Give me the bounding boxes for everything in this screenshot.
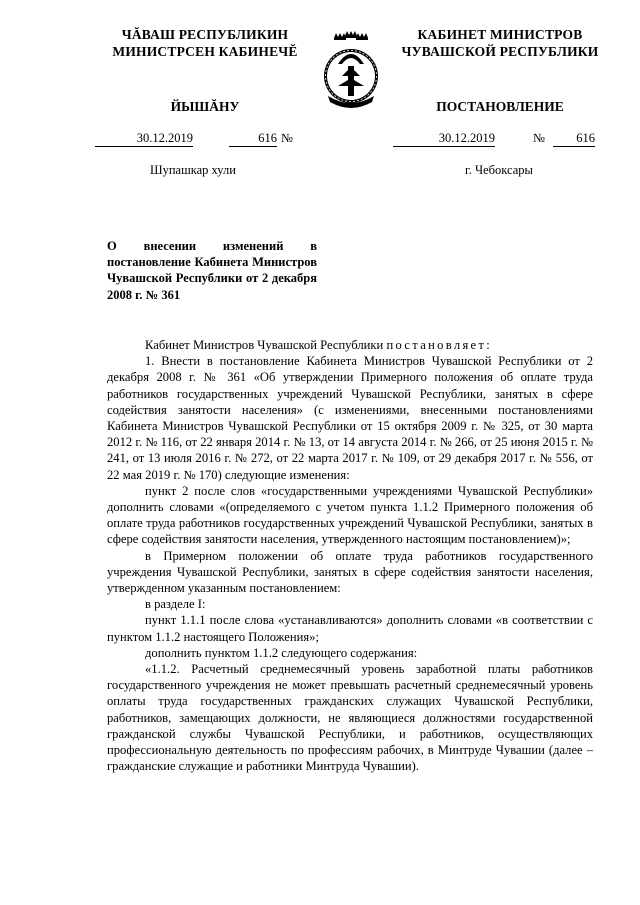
paragraph-7: «1.1.2. Расчетный среднемесячный уровень заработной платы работников государственного учреждения не может превышать расчетный среднемесячный уровень оплаты труда государственных гражданских служащих Чувашской Республики, работников, замещающих должности, не являющиеся должностями государственной гражданской службы Чувашской Республики, и работников, осуществляющих профессиональную деятельность по профессиям рабочих, в Минтруде Чувашии (далее – гражданские служащие и работники Минтруда Чувашии). — [107, 662, 593, 774]
place-right: г. Чебоксары — [465, 163, 533, 177]
header-right-line1: КАБИНЕТ МИНИСТРОВ — [417, 27, 583, 42]
left-date-number-line — [95, 131, 320, 147]
document-body — [107, 337, 593, 774]
left-number-sign: № — [281, 131, 293, 145]
paragraph-5: пункт 1.1.1 после слова «устанавливаются» дополнить словами «в соответствии с пунктом 1.1.2 настоящего Положения»; — [107, 613, 593, 644]
paragraph-4: в разделе I: — [145, 597, 206, 612]
left-date: 30.12.2019 — [95, 131, 193, 147]
paragraph-6: дополнить пунктом 1.1.2 следующего содержания: — [145, 645, 418, 660]
right-date-number-line — [393, 131, 603, 147]
intro-resolves: постановляет: — [386, 338, 493, 352]
header-right-block — [380, 26, 620, 60]
place-left: Шупашкар хули — [150, 163, 236, 177]
right-date: 30.12.2019 — [393, 131, 495, 147]
document-subject: О внесении изменений в постановление Кабинета Министров Чувашской Республики от 2 декабря 2008 г. № 361 — [107, 239, 317, 302]
header-right-line2: ЧУВАШСКОЙ РЕСПУБЛИКИ — [401, 44, 599, 59]
paragraph-2: пункт 2 после слов «государственными учреждениями Чувашской Республики» дополнить словами «(определяемого с учетом пункта 1.1.2 Примерного положения об оплате труда работников государственных учреждений Чувашской Республики, занятых в сфере содействия занятости населения, утвержденного настоящим постановлением)»; — [107, 483, 593, 547]
intro-paragraph — [107, 337, 593, 353]
doc-type-left: ЙЫШĂНУ — [170, 99, 240, 114]
header-left-line2: МИНИСТРСЕН КАБИНЕЧĔ — [112, 44, 298, 59]
right-number: 616 — [553, 131, 595, 147]
header-left-block — [90, 26, 320, 60]
chuvash-republic-emblem-icon — [316, 30, 386, 110]
left-number: 616 — [229, 131, 277, 147]
paragraph-1: 1. Внести в постановление Кабинета Министров Чувашской Республики от 2 декабря 2008 г. № 361 «Об утверждении Примерного положения об оплате труда работников государственных учреждений Чувашской Республики, занятых в сфере содействия занятости населения» (с изменениями, внесенными постановлениями Кабинета Министров Чувашской Республики от 15 октября 2009 г. № 325, от 30 марта 2012 г. № 116, от 22 января 2014 г. № 13, от 14 августа 2014 г. № 266, от 25 июня 2015 г. № 241, от 13 июля 2016 г. № 272, от 22 марта 2017 г. № 109, от 29 декабря 2017 г. № 556, от 22 мая 2019 г. № 170) следующие изменения: — [107, 354, 593, 482]
header-left-line1: ЧĂВАШ РЕСПУБЛИКИН — [121, 27, 289, 42]
paragraph-3: в Примерном положении об оплате труда работников государственного учреждения Чувашской Республики, занятых в сфере содействия занятости населения, утвержденном указанным постановлением: — [107, 548, 593, 596]
doc-type-right: ПОСТАНОВЛЕНИЕ — [436, 99, 564, 114]
right-number-sign: № — [533, 131, 545, 145]
intro-prefix: Кабинет Министров Чувашской Республики — [145, 338, 384, 352]
